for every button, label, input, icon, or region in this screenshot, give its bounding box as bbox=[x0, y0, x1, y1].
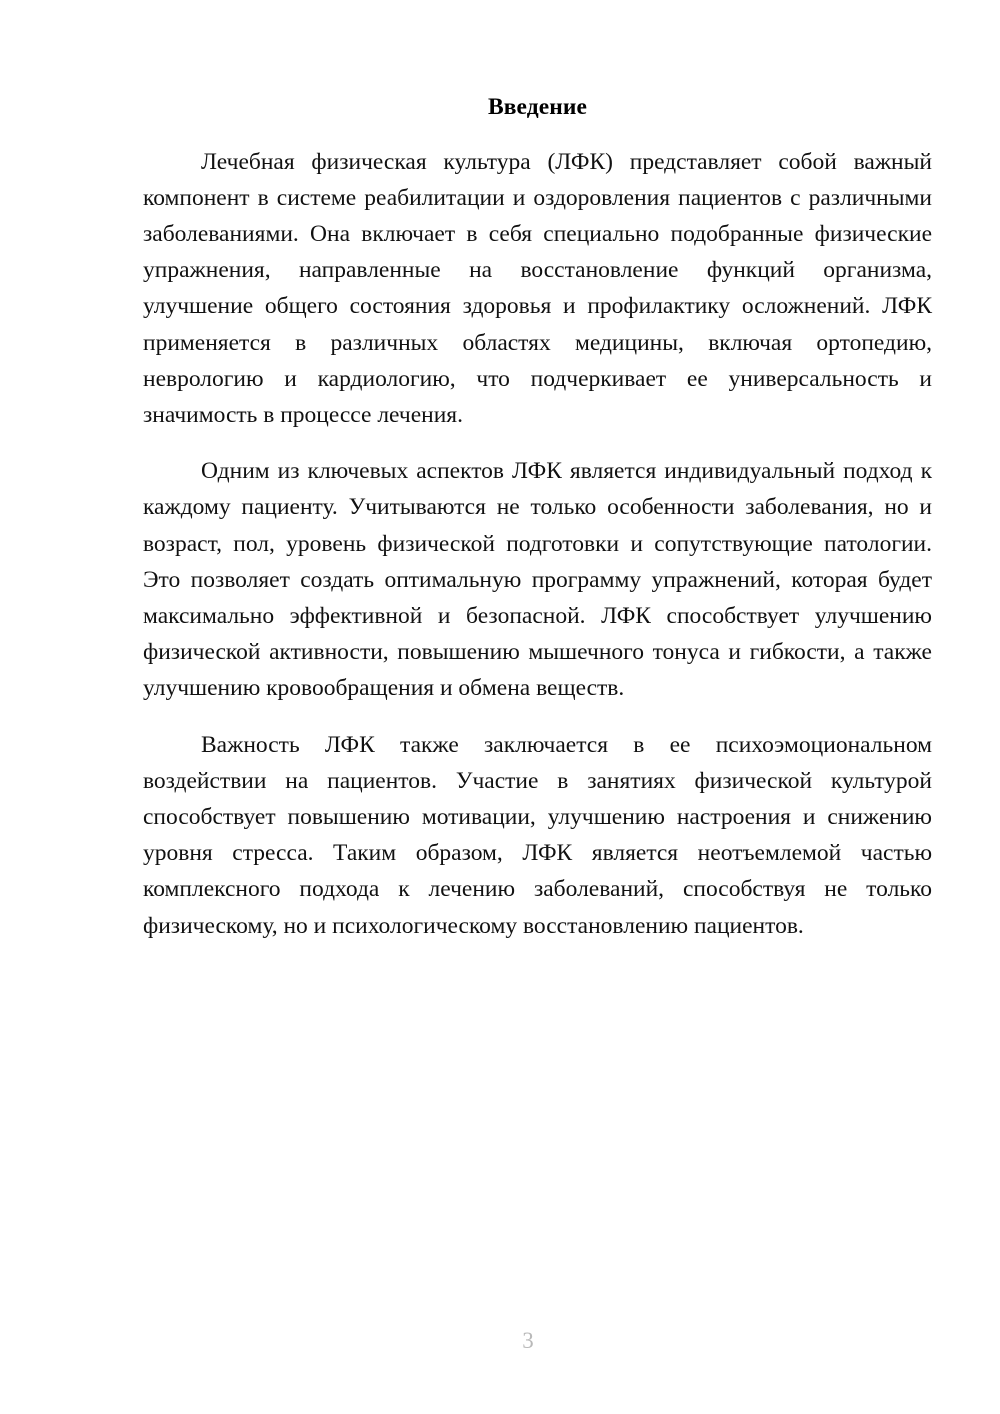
paragraph-2: Одним из ключевых аспектов ЛФК является индивидуальный подход к каждому пациенту. Учитываются не только особенности заболевания, но и возраст, пол, уровень физической подготовки и сопутствующие патологии. Это позволяет создать оптимальную программу упражнений, которая будет максимально эффективной и безопасной. ЛФК способствует улучшению физической активности, повышению мышечного тонуса и гибкости, а также улучшению кровообращения и обмена веществ. bbox=[143, 458, 932, 702]
page-number: 3 bbox=[522, 1328, 534, 1353]
document-body bbox=[143, 0, 932, 944]
paragraph-3: Важность ЛФК также заключается в ее психоэмоциональном воздействии на пациентов. Участие в занятиях физической культурой способствует повышению мотивации, улучшению настроения и снижению уровня стресса. Таким образом, ЛФК является неотъемлемой частью комплексного подхода к лечению заболеваний, способствуя не только физическому, но и психологическому восстановлению пациентов. bbox=[143, 731, 932, 939]
page-title: Введение bbox=[487, 94, 588, 120]
paragraph-1: Лечебная физическая культура (ЛФК) представляет собой важный компонент в системе реабилитации и оздоровления пациентов с различными заболеваниями. Она включает в себя специально подобранные физические упражнения, направленные на восстановление функций организма, улучшение общего состояния здоровья и профилактику осложнений. ЛФК применяется в различных областях медицины, включая ортопедию, неврологию и кардиологию, что подчеркивает ее универсальность и значимость в процессе лечения. bbox=[143, 148, 932, 428]
